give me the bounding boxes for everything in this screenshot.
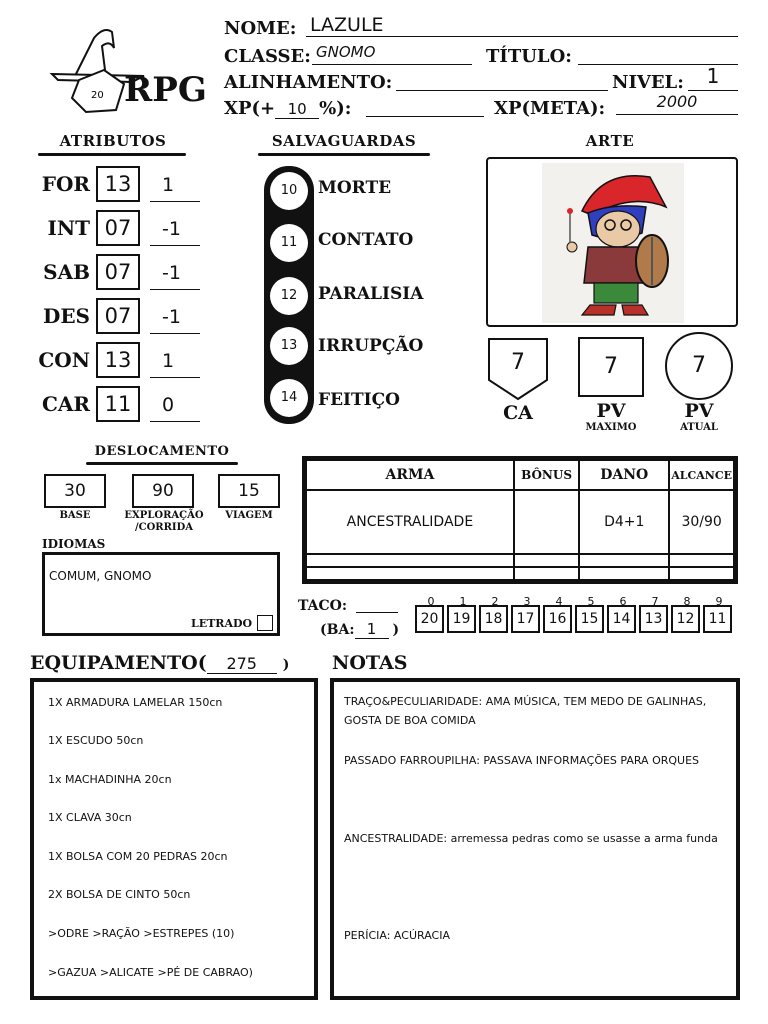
attr-score[interactable]: 07 (96, 254, 140, 290)
svg-text:20: 20 (91, 90, 104, 101)
list-item: 1X CLAVA 30cn (48, 811, 132, 824)
taco-index: 4 (555, 595, 563, 608)
salvaguardas-list (264, 166, 464, 424)
weapon-damage[interactable] (579, 567, 669, 580)
classe-field[interactable] (312, 42, 472, 65)
weapon-bonus[interactable] (514, 554, 579, 567)
list-item: 1X ARMADURA LAMELAR 150cn (48, 696, 223, 709)
pvmax-sublabel: MAXIMO (585, 422, 637, 433)
exploracao-label: EXPLORAÇÃO (124, 510, 204, 521)
taco-index: 6 (619, 595, 627, 608)
pvatual-value: 7 (692, 353, 706, 378)
alinhamento-label: ALINHAMENTO: (224, 72, 393, 93)
attr-row-des (30, 298, 210, 338)
nivel-label: NIVEL: (612, 72, 684, 93)
taco-index: 2 (491, 595, 499, 608)
save-label-paralisia: PARALISIA (318, 284, 424, 304)
taco-index: 9 (715, 595, 723, 608)
taco-cell[interactable]: 15 (575, 605, 604, 633)
attr-score[interactable]: 13 (96, 166, 140, 202)
attr-row-con (30, 342, 210, 382)
ca-label: CA (503, 402, 533, 424)
note-item: PERÍCIA: ACÚRACIA (344, 929, 450, 942)
col-arma: ARMA (306, 460, 514, 490)
attr-score[interactable]: 07 (96, 298, 140, 334)
equipamento-paren-close: ) (282, 657, 290, 673)
deslocamento-base[interactable] (44, 474, 106, 508)
notas-box[interactable] (330, 678, 740, 1000)
attr-score[interactable]: 11 (96, 386, 140, 422)
col-dano: DANO (579, 460, 669, 490)
classe-label: CLASSE: (224, 46, 311, 67)
xp-label (224, 98, 351, 119)
equipamento-title (30, 652, 289, 674)
salvaguardas-underline (258, 153, 430, 156)
taco-label: TACO: (298, 598, 348, 614)
note-item: PASSADO FARROUPILHA: PASSAVA INFORMAÇÕES PARA ORQUES (344, 754, 700, 767)
taco-index: 7 (651, 595, 659, 608)
equipamento-box[interactable] (30, 678, 318, 1000)
xp-label-b: %): (319, 98, 352, 119)
equipamento-paren-open: ( (197, 652, 207, 674)
taco-cell[interactable]: 16 (543, 605, 572, 633)
weapon-name[interactable] (306, 554, 514, 567)
deslocamento-exploracao[interactable] (132, 474, 194, 508)
equipamento-weight[interactable]: 275 (207, 654, 277, 674)
ca-shield[interactable] (486, 336, 550, 402)
viagem-value: 15 (238, 481, 260, 501)
letrado-checkbox[interactable] (257, 615, 273, 631)
attr-row-car (30, 386, 210, 426)
attr-modifier[interactable]: 1 (150, 350, 200, 378)
save-value-irrupcao[interactable]: 13 (270, 327, 308, 365)
nivel-field[interactable] (688, 64, 738, 91)
taco-index: 8 (683, 595, 691, 608)
save-value-feitico[interactable]: 14 (270, 379, 308, 417)
pvmax-value: 7 (604, 354, 618, 379)
attr-label: CAR (41, 392, 90, 416)
weapon-range[interactable] (669, 567, 734, 580)
ba-label-b: ) (392, 622, 400, 638)
note-item: TRAÇO&PECULIARIDADE: AMA MÚSICA, TEM MEDO DE GALINHAS, GOSTA DE BOA COMIDA (344, 695, 707, 727)
weapon-name[interactable] (306, 567, 514, 580)
col-alcance: ALCANCE (669, 460, 734, 490)
arte-frame[interactable] (486, 157, 738, 327)
taco-field[interactable] (356, 596, 398, 613)
ca-value: 7 (511, 350, 525, 375)
taco-cell[interactable]: 18 (479, 605, 508, 633)
list-item: 1x MACHADINHA 20cn (48, 773, 172, 786)
taco-cell[interactable]: 11 (703, 605, 732, 633)
attr-label: DES (42, 304, 90, 328)
weapon-range[interactable]: 30/90 (669, 490, 734, 554)
letrado-label: LETRADO (191, 617, 253, 630)
xp-bonus[interactable]: 10 (275, 100, 319, 119)
attr-modifier[interactable]: 1 (150, 174, 200, 202)
attr-label: SAB (43, 260, 90, 284)
notas-title: NOTAS (332, 652, 408, 674)
titulo-label: TÍTULO: (486, 46, 572, 67)
table-row[interactable] (306, 554, 734, 567)
xpmeta-field[interactable] (616, 92, 738, 115)
save-label-irrupcao: IRRUPÇÃO (318, 336, 424, 356)
weapon-bonus[interactable] (514, 490, 579, 554)
weapon-bonus[interactable] (514, 567, 579, 580)
ba-label (320, 620, 399, 639)
list-item: 1X BOLSA COM 20 PEDRAS 20cn (48, 850, 228, 863)
col-bonus: BÔNUS (514, 460, 579, 490)
pvatual-label: PV (684, 400, 714, 422)
list-item: 1X ESCUDO 50cn (48, 734, 144, 747)
nome-value: LAZULE (310, 14, 384, 36)
attr-row-for (30, 166, 210, 206)
pvmax-label: PV (596, 400, 626, 422)
xp-field[interactable] (366, 96, 484, 117)
note-item: ANCESTRALIDADE: arremessa pedras como se usasse a arma funda (344, 832, 718, 845)
taco-index: 0 (427, 595, 435, 608)
corrida-label: /CORRIDA (134, 522, 194, 533)
pvatual-sublabel: ATUAL (680, 422, 718, 433)
nome-label: NOME: (224, 18, 297, 39)
ba-value[interactable]: 1 (355, 620, 389, 639)
gnome-portrait-icon (542, 163, 684, 323)
taco-index: 5 (587, 595, 595, 608)
deslocamento-title: DESLOCAMENTO (94, 444, 230, 459)
save-value-contato[interactable]: 11 (270, 224, 308, 262)
classe-value: GNOMO (316, 43, 376, 61)
taco-cell[interactable]: 13 (639, 605, 668, 633)
ba-label-a: (BA: (320, 622, 355, 638)
xpmeta-label: XP(META): (494, 98, 606, 119)
viagem-label: VIAGEM (225, 510, 273, 521)
save-value-morte[interactable]: 10 (270, 172, 308, 210)
taco-cell[interactable]: 17 (511, 605, 540, 633)
base-value: 30 (64, 481, 86, 501)
xp-label-a: XP(+ (224, 98, 276, 119)
atributos-title: ATRIBUTOS (59, 132, 167, 150)
taco-values-row (415, 605, 745, 633)
attr-label: CON (38, 348, 90, 372)
save-label-contato: CONTATO (318, 230, 414, 250)
table-row[interactable] (306, 490, 734, 554)
idiomas-title: IDIOMAS (42, 537, 106, 551)
logo-text: RPG (124, 70, 207, 110)
taco-cell[interactable]: 19 (447, 605, 476, 633)
logo (44, 18, 207, 118)
save-label-feitico: FEITIÇO (318, 390, 400, 410)
attr-modifier[interactable]: -1 (150, 306, 200, 334)
attr-modifier[interactable]: -1 (150, 262, 200, 290)
attr-row-sab (30, 254, 210, 294)
xpmeta-value: 2000 (656, 92, 698, 111)
weapon-damage[interactable] (579, 554, 669, 567)
pvmax-box[interactable] (578, 337, 644, 397)
character-portrait (542, 163, 684, 323)
nome-field[interactable] (306, 14, 738, 37)
attr-score[interactable]: 13 (96, 342, 140, 378)
weapons-table (302, 456, 738, 584)
list-item: 2X BOLSA DE CINTO 50cn (48, 888, 191, 901)
exploracao-value: 90 (152, 481, 174, 501)
list-item: >ODRE >RAÇÃO >ESTREPES (10) (48, 927, 235, 940)
weapon-name[interactable]: ANCESTRALIDADE (306, 490, 514, 554)
pvatual-circle[interactable] (665, 332, 733, 400)
nivel-value: 1 (706, 64, 720, 88)
weapon-damage[interactable]: D4+1 (579, 490, 669, 554)
save-value-paralisia[interactable]: 12 (270, 277, 308, 315)
attr-modifier[interactable]: 0 (150, 394, 200, 422)
attr-label: INT (47, 216, 90, 240)
base-label: BASE (59, 510, 91, 521)
deslocamento-viagem[interactable] (218, 474, 280, 508)
titulo-field[interactable] (578, 42, 738, 65)
attr-modifier[interactable]: -1 (150, 218, 200, 246)
idiomas-value: COMUM, GNOMO (49, 569, 152, 583)
attr-label: FOR (41, 172, 90, 196)
arte-title: ARTE (585, 132, 635, 150)
attr-score[interactable]: 07 (96, 210, 140, 246)
equipamento-title-text: EQUIPAMENTO (30, 652, 198, 674)
weapon-range[interactable] (669, 554, 734, 567)
list-item: >GAZUA >ALICATE >PÉ DE CABRAO) (48, 966, 253, 979)
attr-row-int (30, 210, 210, 250)
taco-cell[interactable]: 14 (607, 605, 636, 633)
table-row[interactable] (306, 567, 734, 580)
taco-index: 3 (523, 595, 531, 608)
atributos-panel (30, 166, 210, 430)
atributos-underline (38, 153, 186, 156)
save-label-morte: MORTE (318, 178, 392, 198)
salvaguardas-title: SALVAGUARDAS (271, 132, 417, 150)
taco-cell[interactable]: 20 (415, 605, 444, 633)
deslocamento-underline (86, 462, 238, 465)
taco-index: 1 (459, 595, 467, 608)
idiomas-box[interactable] (42, 552, 280, 636)
taco-cell[interactable]: 12 (671, 605, 700, 633)
alinhamento-field[interactable] (396, 70, 608, 91)
